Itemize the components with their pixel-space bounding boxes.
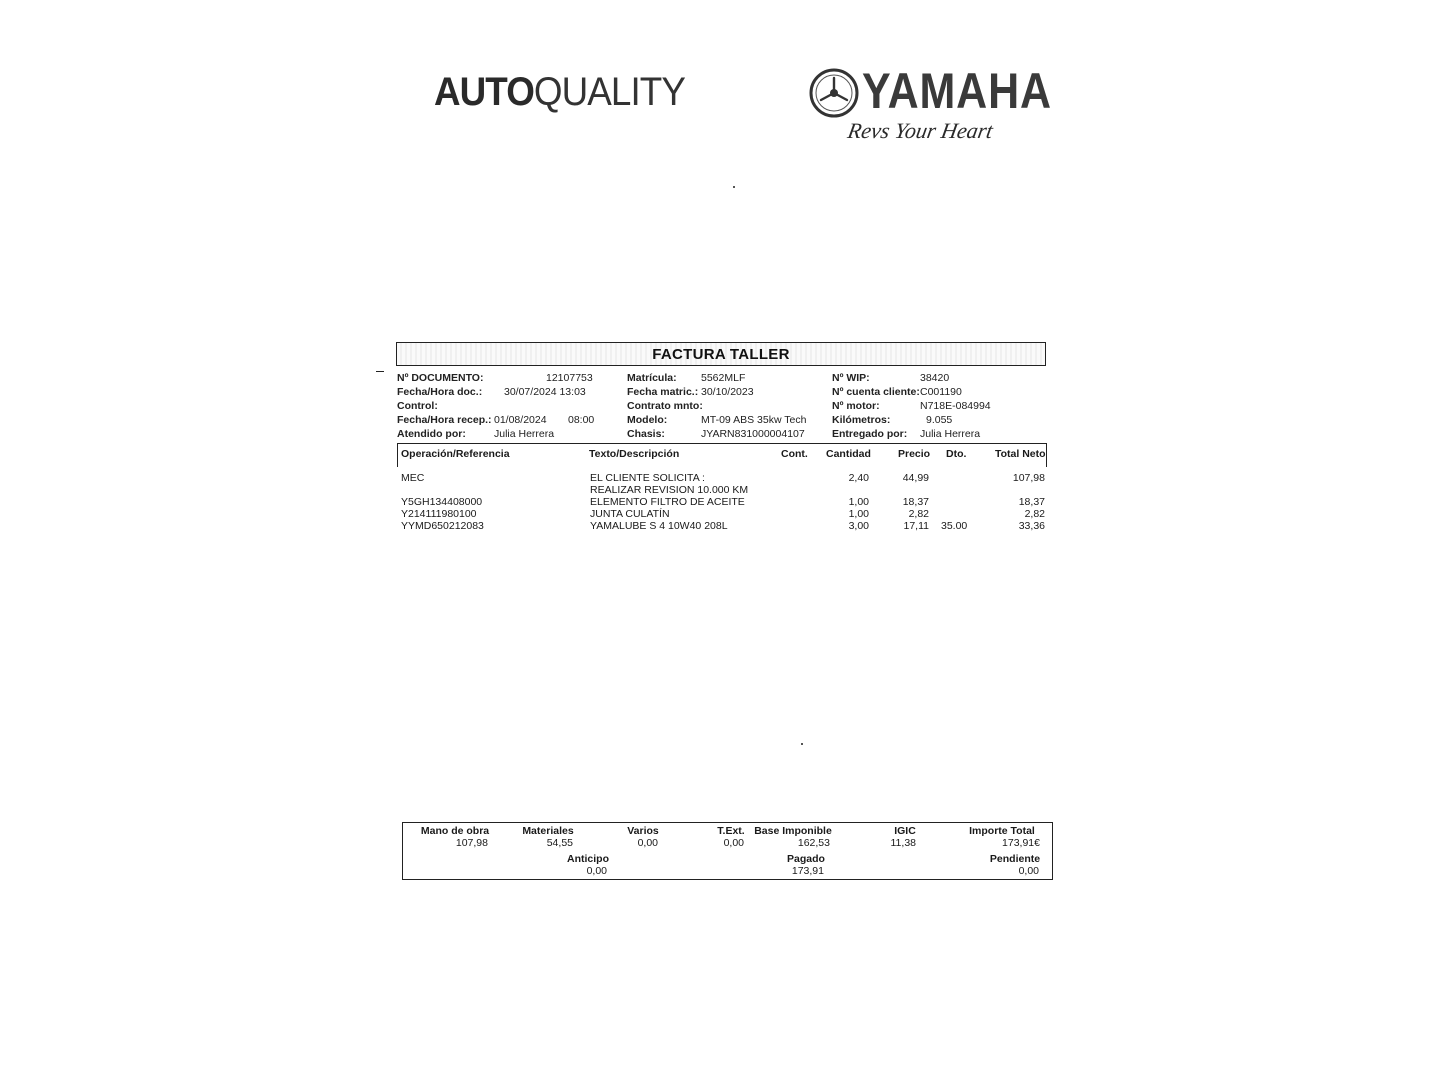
plate-label: Matrícula: <box>627 372 677 384</box>
pending-label: Pendiente <box>989 853 1041 865</box>
base-value: 162,53 <box>797 837 830 849</box>
row-desc: JUNTA CULATÍN <box>590 508 670 520</box>
scan-speck <box>801 743 803 745</box>
invoice-title: FACTURA TALLER <box>652 346 790 363</box>
row-net: 33,36 <box>1018 520 1045 532</box>
row-ref: MEC <box>401 472 425 484</box>
row-qty: 1,00 <box>848 508 869 520</box>
row-qty: 2,40 <box>848 472 869 484</box>
row-price: 44,99 <box>902 472 929 484</box>
row-net: 18,37 <box>1018 496 1045 508</box>
total-value: 173,91€ <box>1002 837 1040 849</box>
col-desc-header: Texto/Descripción <box>589 448 680 460</box>
invoice-title-box <box>396 342 1046 366</box>
col-disc-header: Dto. <box>946 448 967 460</box>
scan-speck <box>733 186 735 188</box>
paid-value: 173,91 <box>791 865 824 877</box>
engine-value: N718E-084994 <box>920 400 991 412</box>
row-desc: YAMALUBE S 4 10W40 208L <box>590 520 728 532</box>
row-ref: Y214111980100 <box>401 508 477 520</box>
reg-date-value: 30/10/2023 <box>701 386 754 398</box>
km-label: Kilómetros: <box>832 414 891 426</box>
plate-value: 5562MLF <box>701 372 746 384</box>
delivered-value: Julia Herrera <box>920 428 981 440</box>
row-desc: ELEMENTO FILTRO DE ACEITE <box>590 496 745 508</box>
labor-label: Mano de obra <box>420 825 490 837</box>
row-price: 17,11 <box>903 520 929 532</box>
col-ref-header: Operación/Referencia <box>401 448 510 460</box>
igic-value: 11,38 <box>890 837 916 849</box>
attended-label: Atendido por: <box>397 428 466 440</box>
control-label: Control: <box>397 400 438 412</box>
row-desc-2: REALIZAR REVISION 10.000 KM <box>590 484 749 496</box>
reg-date-label: Fecha matric.: <box>627 386 699 398</box>
col-qty-header: Cantidad <box>826 448 871 460</box>
row-qty: 3,00 <box>848 520 869 532</box>
contract-label: Contrato mnto: <box>627 400 703 412</box>
row-ref: Y5GH134408000 <box>401 496 483 508</box>
doc-number-label: Nº DOCUMENTO: <box>397 372 484 384</box>
total-label: Importe Total <box>969 825 1035 837</box>
row-price: 2,82 <box>908 508 929 520</box>
autoquality-logo-thin: QUALITY <box>533 70 685 114</box>
row-net: 2,82 <box>1024 508 1045 520</box>
doc-date-value: 30/07/2024 13:03 <box>504 386 586 398</box>
misc-value: 0,00 <box>637 837 658 849</box>
reception-label: Fecha/Hora recep.: <box>397 414 492 426</box>
reception-time-value: 08:00 <box>568 414 595 426</box>
row-price: 18,37 <box>902 496 929 508</box>
materials-label: Materiales <box>522 825 574 837</box>
row-disc: 35.00 <box>941 520 968 532</box>
misc-label: Varios <box>627 825 659 837</box>
doc-date-label: Fecha/Hora doc.: <box>397 386 483 398</box>
row-net: 107,98 <box>1012 472 1045 484</box>
engine-label: Nº motor: <box>832 400 880 412</box>
attended-value: Julia Herrera <box>494 428 555 440</box>
text-ext-value: 0,00 <box>723 837 744 849</box>
advance-value: 0,00 <box>586 865 607 877</box>
autoquality-logo-bold: AUTO <box>434 70 534 114</box>
wip-value: 38420 <box>920 372 950 384</box>
doc-number-value: 12107753 <box>546 372 593 384</box>
model-value: MT-09 ABS 35kw Tech <box>701 414 807 426</box>
chassis-value: JYARN831000004107 <box>701 428 805 440</box>
labor-value: 107,98 <box>455 837 488 849</box>
pending-value: 0,00 <box>1018 865 1039 877</box>
row-qty: 1,00 <box>848 496 869 508</box>
account-label: Nº cuenta cliente: <box>832 386 920 398</box>
col-price-header: Precio <box>898 448 931 460</box>
paid-label: Pagado <box>787 853 825 865</box>
autoquality-logo <box>434 70 685 115</box>
row-desc: EL CLIENTE SOLICITA : <box>590 472 705 484</box>
advance-label: Anticipo <box>567 853 609 865</box>
yamaha-tagline: Revs Your Heart <box>845 118 995 143</box>
col-net-header: Total Neto <box>995 448 1046 460</box>
base-label: Base Imponible <box>754 825 832 837</box>
chassis-label: Chasis: <box>627 428 665 440</box>
yamaha-wordmark: YAMAHA <box>862 63 1052 119</box>
materials-value: 54,55 <box>546 837 573 849</box>
text-ext-label: T.Ext. <box>717 825 745 837</box>
col-cont-header: Cont. <box>781 448 808 460</box>
yamaha-emblem-icon <box>809 68 859 118</box>
wip-label: Nº WIP: <box>832 372 870 384</box>
igic-label: IGIC <box>894 825 916 837</box>
reception-date-value: 01/08/2024 <box>494 414 547 426</box>
margin-mark <box>376 371 384 372</box>
account-value: C001190 <box>920 386 962 398</box>
km-value: 9.055 <box>926 414 953 426</box>
model-label: Modelo: <box>627 414 668 426</box>
row-ref: YYMD650212083 <box>401 520 484 532</box>
delivered-label: Entregado por: <box>832 428 908 440</box>
